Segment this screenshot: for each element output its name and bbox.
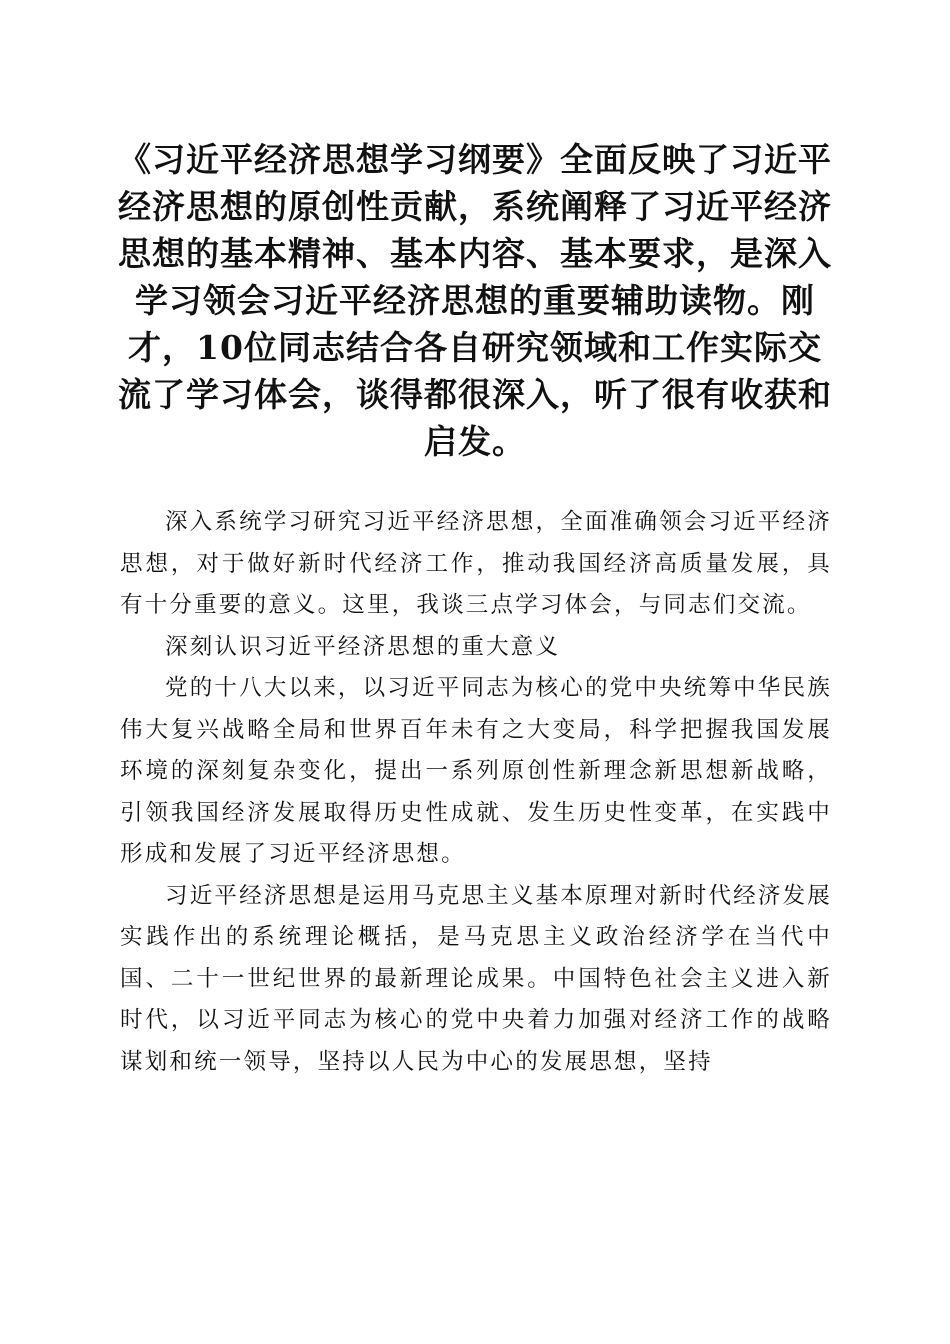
paragraph: 习近平经济思想是运用马克思主义基本原理对新时代经济发展实践作出的系统理论概括，是马克思主义政治经济学在当代中国、二十一世纪世界的最新理论成果。中国特色社会主义进入新时代，以习近平同志为核心的党中央着力加强对经济工作的战略谋划和统一领导，坚持以人民为中心的发展思想，坚持 xyxy=(120,882,832,1075)
paragraph: 党的十八大以来，以习近平同志为核心的党中央统筹中华民族伟大复兴战略全局和世界百年未有之大变局，科学把握我国发展环境的深刻复杂变化，提出一系列原创性新理念新思想新战略，引领我国经济发展取得历史性成就、发生历史性变革，在实践中形成和发展了习近平经济思想。 xyxy=(120,675,832,867)
paragraph: 深入系统学习研究习近平经济思想，全面准确领会习近平经济思想，对于做好新时代经济工作，推动我国经济高质量发展，具有十分重要的意义。这里，我谈三点学习体会，与同志们交流。 xyxy=(120,509,832,618)
section-heading: 深刻认识习近平经济思想的重大意义 xyxy=(165,633,561,660)
document-title: 《习近平经济思想学习纲要》全面反映了习近平经济思想的原创性贡献，系统阐释了习近平经济思想的基本精神、基本内容、基本要求，是深入学习领会习近平经济思想的重要辅助读物。刚才，10位同志结合各自研究领域和工作实际交流了学习体会，谈得都很深入，听了很有收获和启发。 xyxy=(118,140,832,461)
document-body xyxy=(120,502,832,1083)
